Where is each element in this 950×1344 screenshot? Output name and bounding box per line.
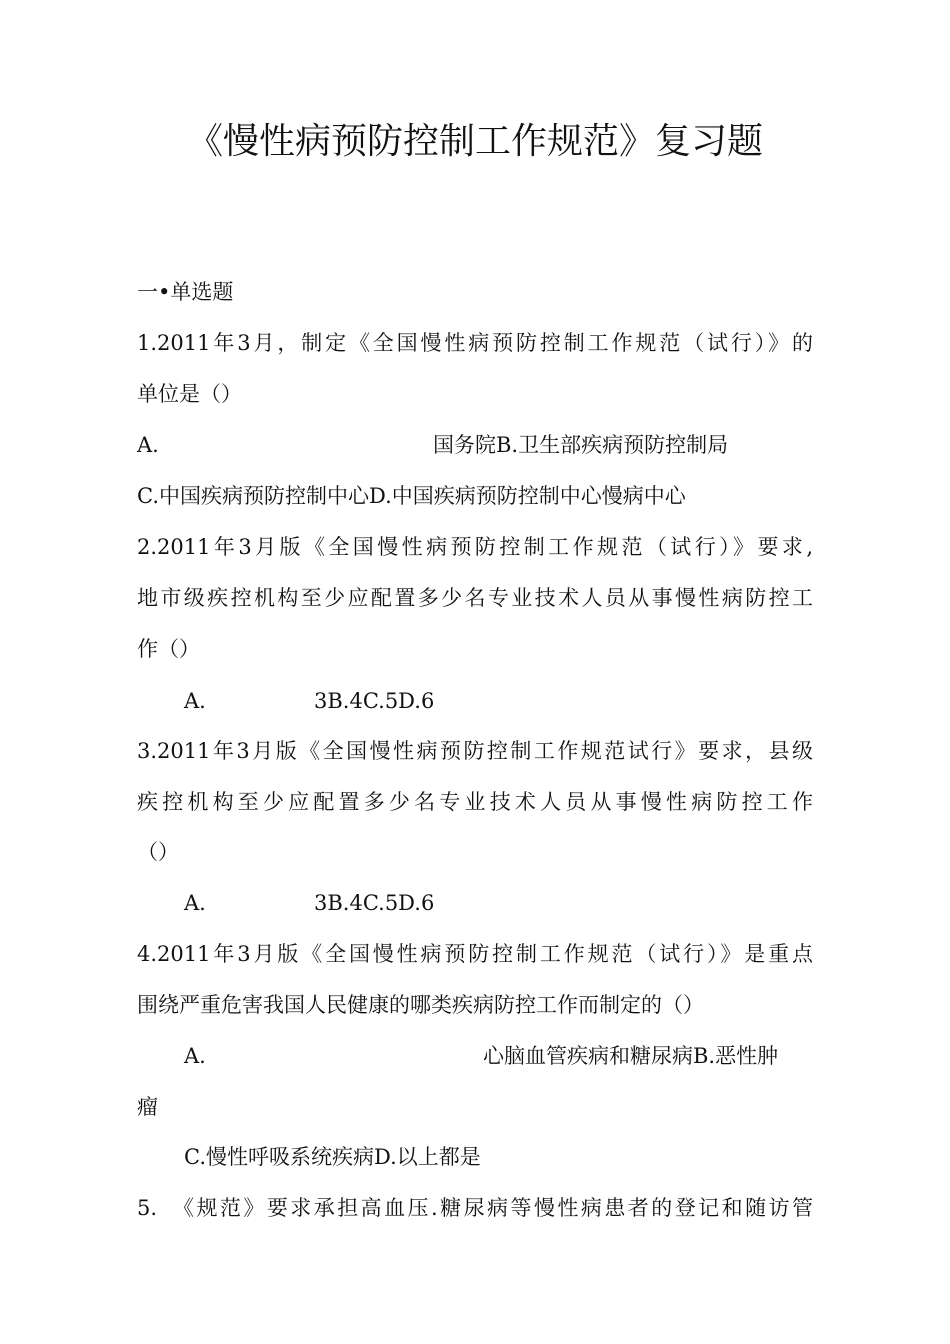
- question-4-options-line-1: [137, 1040, 813, 1072]
- question-4-line-2: 围绕严重危害我国人民健康的哪类疾病防控工作而制定的（）: [137, 993, 704, 1017]
- question-2-line-1: 2.2011年3月版《全国慢性病预防控制工作规范（试行）》要求,: [137, 535, 813, 559]
- question-2-options: [137, 685, 813, 717]
- page-title: 《慢性病预防控制工作规范》复习题: [186, 121, 763, 162]
- question-4-line-1: 4.2011年3月版《全国慢性病预防控制工作规范（试行）》是重点: [137, 942, 813, 966]
- question-1-option-a-text: 国务院B.卫生部疾病预防控制局: [433, 433, 729, 457]
- question-3-line-1: 3.2011年3月版《全国慢性病预防控制工作规范试行》要求，县级: [137, 739, 813, 763]
- question-2-option-a-label: A.: [184, 689, 206, 713]
- question-3-line-2: 疾控机构至少应配置多少名专业技术人员从事慢性病防控工作: [137, 790, 813, 814]
- question-4-option-wrap: 瘤: [137, 1095, 158, 1119]
- question-2-line-2: 地市级疾控机构至少应配置多少名专业技术人员从事慢性病防控工: [137, 586, 813, 610]
- question-1-line-1: 1.2011年3月，制定《全国慢性病预防控制工作规范（试行）》的: [137, 331, 813, 355]
- question-4-option-a-label: A.: [184, 1044, 206, 1068]
- section-heading: 一•单选题: [137, 280, 234, 304]
- question-1-line-2: 单位是（）: [137, 382, 242, 406]
- question-3-option-a-label: A.: [184, 891, 206, 915]
- question-5-line-1: 《规范》要求承担高血压.糖尿病等慢性病患者的登记和随访管: [173, 1196, 813, 1220]
- question-4-option-a-text: 心脑血管疾病和糖尿病B.恶性肿: [483, 1044, 779, 1068]
- question-5-number: 5.: [137, 1196, 158, 1220]
- question-2-option-a-text: 3B.4C.5D.6: [314, 689, 435, 713]
- question-3-option-a-text: 3B.4C.5D.6: [314, 891, 435, 915]
- question-1-options-line-2: C.中国疾病预防控制中心D.中国疾病预防控制中心慢病中心: [137, 484, 686, 508]
- question-1-options-line-1: [137, 429, 813, 461]
- question-1-option-a-label: A.: [137, 433, 159, 457]
- question-4-options-line-2: C.慢性呼吸系统疾病D.以上都是: [184, 1145, 481, 1169]
- question-3-options: [137, 887, 813, 919]
- question-2-line-3: 作（）: [137, 637, 200, 661]
- question-3-line-3: （）: [137, 840, 179, 864]
